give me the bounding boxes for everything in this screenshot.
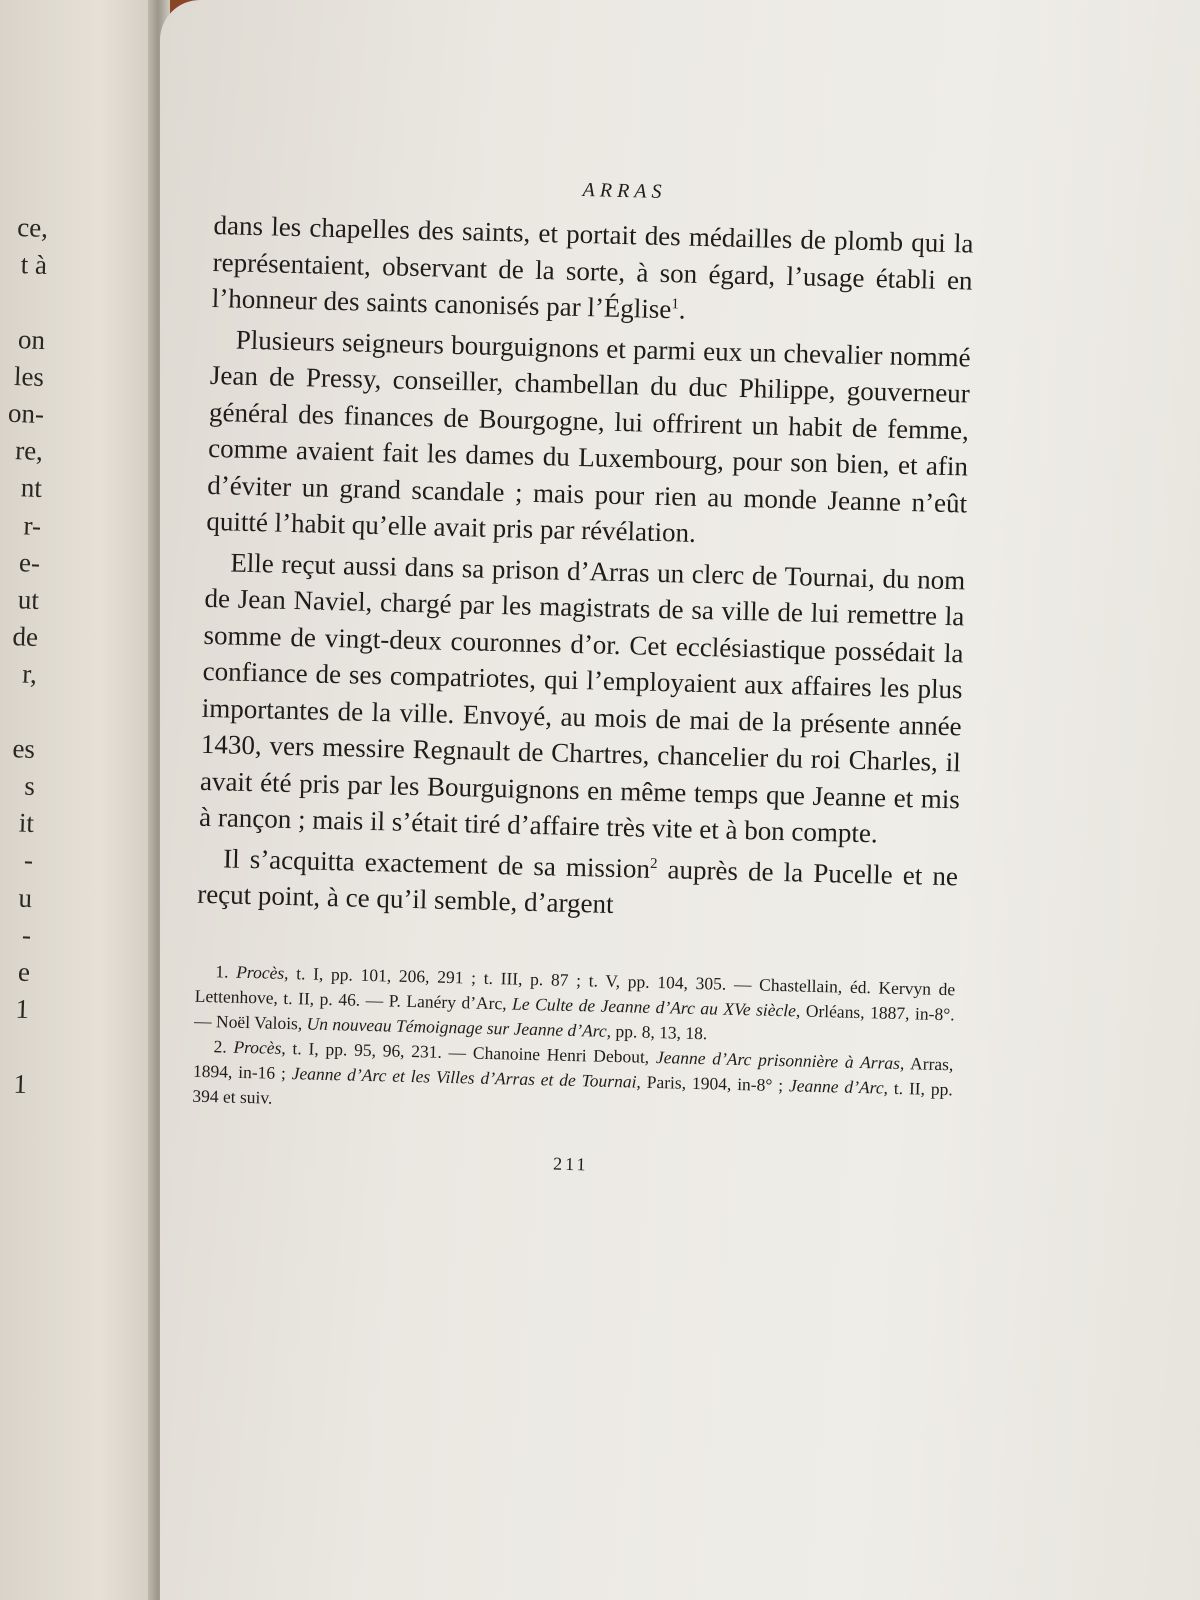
paragraph-1: dans les chapelles des saints, et portait des médailles de plomb qui la représentaient, observant de la sorte, à son égard, l’usage établi en l’honneur des saints canonisés par l’Église$^1$. — [211, 209, 974, 325]
footnote-title: Le Culte de Jeanne d’Arc au XVe siècle — [511, 993, 797, 1020]
footnote-title: Jeanne d’Arc — [788, 1074, 884, 1098]
footnote-ref-2: 2 — [649, 855, 658, 872]
footnote-ref-1: 1 — [671, 296, 680, 313]
footnote-text: , t. I, pp. 95, 96, 231. — Chanoine Henri Debout, — [281, 1037, 657, 1067]
left-page-fragment: e — [17, 956, 31, 988]
paragraph-4: Il s’acquitta exactement de sa mission$^2$ auprès de la Pucelle et ne reçut point, à ce qu’il semble, d’argent — [196, 842, 959, 919]
left-page-fragment: r, — [22, 658, 38, 690]
footnote-title: Un nouveau Témoignage sur Jeanne d’Arc — [306, 1012, 607, 1041]
left-page-fragment: re, — [14, 435, 44, 467]
footnote-text: , pp. 8, 13, 18. — [606, 1020, 708, 1043]
footnote-text: , Arras, 1894, in-16 ; — [192, 1052, 954, 1083]
left-page-fragment: ce, — [16, 211, 49, 244]
left-page-fragment: e- — [18, 547, 41, 578]
left-page-fragment: - — [21, 919, 32, 950]
left-page-fragment: it — [18, 807, 35, 839]
footnotes — [192, 958, 955, 1127]
paragraph-2: Plusieurs seigneurs bourguignons et parmi eux un chevalier nommé Jean de Pressy, conseiller, chambellan du duc Philippe, gouverneur général des finances de Bourgogne, lui offrirent un habit de femme, comme avaient fait les dames du Luxembourg, pour son bien, et afin d’éviter un grand scandale ; mais pour rien au monde Jeanne n’eût quitté l’habit qu’elle avait pris par révélation. — [206, 324, 972, 548]
left-page-fragment: s — [23, 770, 36, 802]
footnote-title: Jeanne d’Arc et les Villes d’Arras et de Tournai — [291, 1062, 637, 1092]
left-page-fragment: r- — [22, 510, 42, 541]
paragraph-3: Elle reçut aussi dans sa prison d’Arras un clerc de Tournai, du nom de Jean Naviel, chargé par les magistrats de sa ville de lui remettre la somme de vingt-deux couronnes d’or. Cet ecclésiastique possédait la confiance de ses compatriotes, qui l’employaient aux affaires les plus importantes de la ville. Envoyé, au mois de mai de la présente année 1430, vers messire Regnault de Chartres, chancelier du roi Charles, il avait été pris par les Bourguignons en même temps que Jeanne et mis à rançon ; mais il s’était tiré d’affaire très vite et à bon compte. — [198, 546, 966, 849]
left-page-fragment: - — [23, 845, 34, 876]
left-page — [0, 0, 165, 1600]
left-page-fragment: t à — [20, 249, 48, 281]
page-text-block — [191, 170, 975, 1184]
left-page-fragment: 1 — [13, 1068, 28, 1099]
page-number: 211 — [552, 1153, 589, 1174]
left-page-fragment: de — [12, 621, 39, 653]
left-page-fragment: nt — [20, 472, 43, 504]
footnote-title: Procès — [233, 1036, 282, 1058]
left-page-fragment: on — [17, 323, 46, 355]
left-page-fragment: 1 — [15, 993, 30, 1025]
footnote-text: , Orléans, 1887, in-8°. — Noël Valois, — [193, 999, 955, 1033]
footnote-text: , t. II, pp. 394 et suiv. — [192, 1077, 954, 1108]
left-page-fragment: ut — [17, 584, 40, 616]
left-page-fragment: on- — [6, 397, 45, 430]
footnote-text: , t. I, pp. 101, 206, 291 ; t. III, p. 87 ; t. V, pp. 104, 305. — Chastellain, éd. Kervyn de Lettenhove, t. II, p. 46. — P. Lanéry d’Arc, — [194, 962, 956, 1014]
left-page-fragment: es — [12, 733, 36, 764]
running-head: ARRAS — [582, 178, 667, 204]
footnote-title: Jeanne d’Arc prisonnière à Arras — [655, 1046, 901, 1073]
footnote-text: , Paris, 1904, in-8° ; — [636, 1071, 790, 1095]
left-page-fragment: u — [17, 882, 33, 913]
footnote-number: 2. — [213, 1035, 234, 1057]
footnote-number: 1. — [215, 960, 237, 982]
footnote-title: Procès — [236, 961, 285, 983]
left-page-fragment: les — [13, 360, 45, 392]
